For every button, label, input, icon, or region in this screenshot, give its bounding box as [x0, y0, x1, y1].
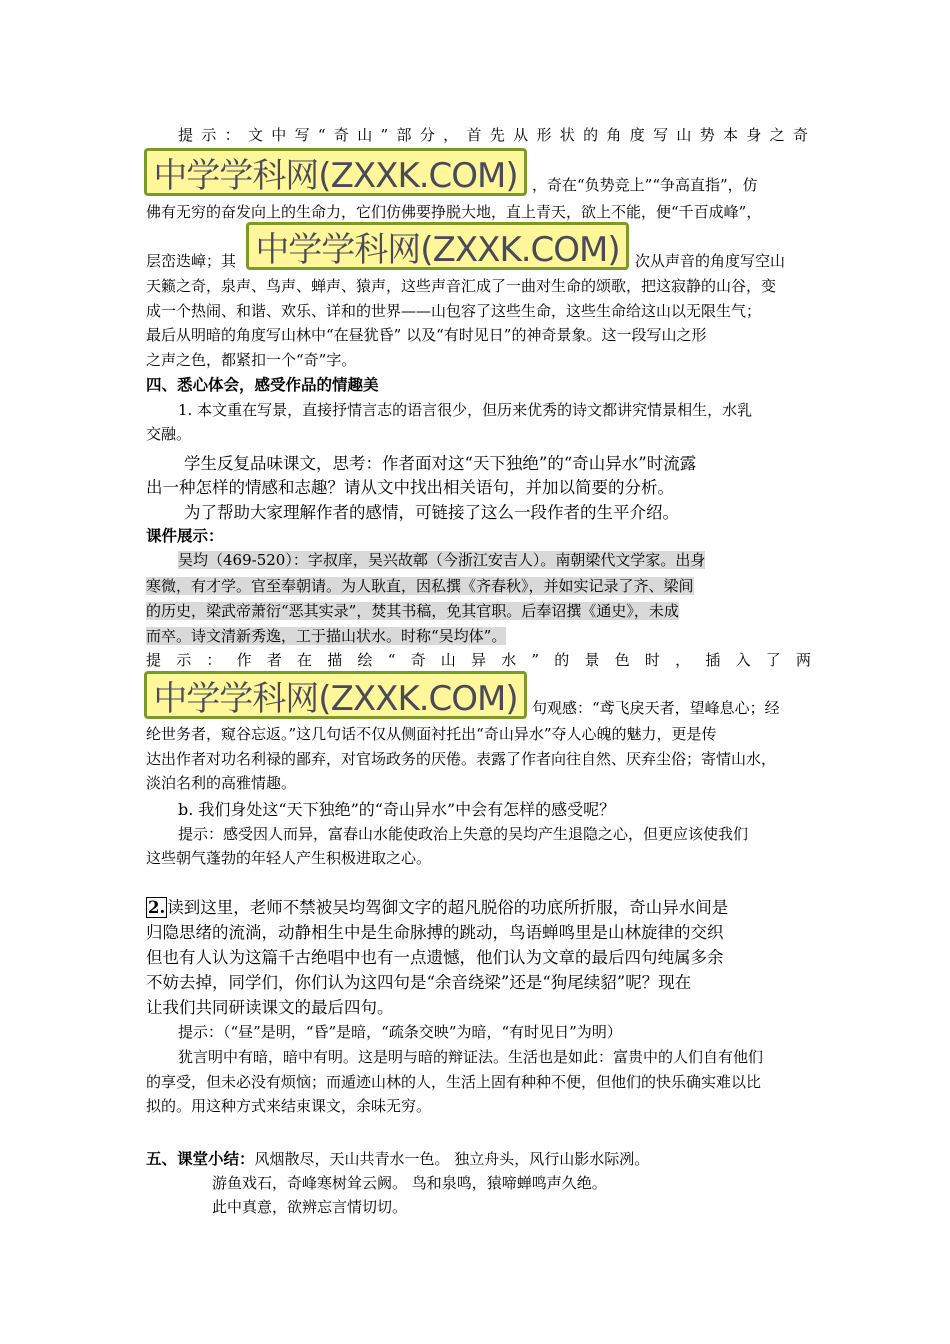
hint-line-5: 天籁之奇，泉声、鸟声、蝉声、猿声，这些声音汇成了一曲对生命的颂歌，把这寂静的山谷，变 — [146, 277, 777, 295]
section-4-para-3: 为了帮助大家理解作者的感情，可链接了这么一段作者的生平介绍。 — [184, 503, 679, 522]
bio-line-4: 而卒。诗文清新秀逸，工于描山状水。时称“吴均体”。 — [146, 627, 507, 645]
question-b-hint-1: 提示：感受因人而异，富春山水能使政治上失意的吴均产生退隐之心，但更应该使我们 — [178, 825, 749, 843]
hint-line-8: 之声之色，都紧扣一个“奇”字。 — [146, 351, 357, 369]
part-2-number: 2. — [148, 898, 166, 917]
section-4-para-1b: 交融。 — [146, 425, 192, 443]
hint-author-line-2: 句观感：“鸢飞戾天者，望峰息心；经 — [532, 699, 780, 717]
part-2-line-4: 不妨去掉，同学们，你们认为这四句是“余音绕梁”还是“狗尾续貂”呢？现在 — [146, 973, 692, 992]
part-2-line-2: 归隐思绪的流淌，动静相生中是生命脉搏的跳动，鸟语蝉鸣里是山林旋律的交织 — [146, 923, 724, 942]
courseware-label: 课件展示： — [146, 527, 224, 545]
hint-line-2: ，奇在“负势竞上”“争高直指”，仿 — [532, 176, 758, 194]
hint-author-line-3: 纶世务者，窥谷忘返。”这几句话不仅从侧面衬托出“奇山异水”夺人心魄的魅力，更是传 — [146, 725, 717, 743]
part-2-explain-1: 犹言明中有暗，暗中有明。这是明与暗的辩证法。生活也是如此：富贵中的人们自有他们 — [178, 1048, 764, 1066]
part-2-line-5: 让我们共同研读课文的最后四句。 — [146, 998, 394, 1017]
watermark-banner: 中学学科网(ZXXK.COM) — [144, 148, 527, 196]
poem-line-2: 游鱼戏石，奇峰寒树耸云阙。 鸟和泉鸣，猿啼蝉鸣声久绝。 — [212, 1174, 607, 1192]
section-4-para-2a: 学生反复品味课文，思考：作者面对这“天下独绝”的“奇山异水”时流露 — [184, 454, 697, 473]
question-b-hint-2: 这些朝气蓬勃的年轻人产生积极进取之心。 — [146, 849, 432, 867]
section-5-heading: 五、课堂小结： — [146, 1150, 255, 1168]
part-2-hint: 提示：（“昼”是明，“昏”是暗，“疏条交映”为暗，“有时见日”为明） — [178, 1023, 622, 1041]
part-2-line-3: 但也有人认为这篇千古绝唱中也有一点遗憾，他们认为文章的最后四句纯属多余 — [146, 948, 724, 967]
hint-line-6: 成一个热闹、和谐、欢乐、详和的世界——山包容了这些生命，这些生命给这山以无限生气； — [146, 302, 762, 320]
bio-line-2: 寒微，有才学。官至奉朝请。为人耿直，因私撰《齐春秋》，并如实记录了齐、梁间 — [146, 577, 694, 595]
section-4-para-1a: 1. 本文重在写景，直接抒情言志的语言很少，但历来优秀的诗文都讲究情景相生，水乳 — [178, 401, 753, 419]
hint-line-4b: 次从声音的角度写空山 — [635, 252, 786, 270]
hint-line-4a: 层峦迭嶂；其 — [146, 252, 237, 270]
hint-line-3: 佛有无穷的奋发向上的生命力，它们仿佛要挣脱大地，直上青天，欲上不能，便“千百成峰”， — [146, 203, 762, 221]
poem-line-1: 风烟散尽，天山共青水一色。 独立舟头，风行山影水际冽。 — [254, 1150, 650, 1168]
section-4-heading: 四、悉心体会，感受作品的情趣美 — [146, 376, 379, 394]
bio-line-3: 的历史，梁武帝萧衍“恶其实录”，焚其书稿，免其官职。后奉诏撰《通史》，未成 — [146, 602, 679, 620]
hint-line-1: 提示：文中写“奇山”部分，首先从形状的角度写山势本身之奇 — [178, 126, 808, 144]
part-2-line-1: 2. 读到这里，老师不禁被吴均驾御文字的超凡脱俗的功底所折服，奇山异水间是 — [148, 898, 729, 917]
hint-line-7: 最后从明暗的角度写山林中“在昼犹昏” 以及“有时见日”的神奇景象。这一段写山之形 — [146, 326, 707, 344]
hint-author-line-1: 提示：作者在描绘“奇山异水”的景色时，插入了两 — [146, 651, 811, 669]
watermark-banner: 中学学科网(ZXXK.COM) — [144, 671, 527, 719]
question-b: b. 我们身处这“天下独绝”的“奇山异水”中会有怎样的感受呢？ — [178, 800, 616, 819]
hint-author-line-4: 达出作者对功名利禄的鄙弃，对官场政务的厌倦。表露了作者向往自然、厌弃尘俗；寄情山水， — [146, 750, 777, 768]
hint-author-line-5: 淡泊名利的高雅情趣。 — [146, 774, 297, 792]
bio-line-1: 吴均（469-520）：字叔庠，吴兴故鄣（今浙江安吉人）。南朝梁代文学家。出身 — [178, 551, 706, 569]
part-2-explain-3: 拟的。用这种方式来结束课文，余味无穷。 — [146, 1097, 432, 1115]
watermark-banner: 中学学科网(ZXXK.COM) — [246, 222, 629, 270]
part-2-explain-2: 的享受，但未必没有烦恼；而遁迹山林的人，生活上固有种种不便，但他们的快乐确实难以比 — [146, 1073, 762, 1091]
section-4-para-2b: 出一种怎样的情感和志趣？请从文中找出相关语句，并加以简要的分析。 — [146, 478, 674, 497]
summary-line-1 — [146, 1147, 811, 1171]
poem-line-3: 此中真意，欲辨忘言情切切。 — [212, 1198, 408, 1216]
